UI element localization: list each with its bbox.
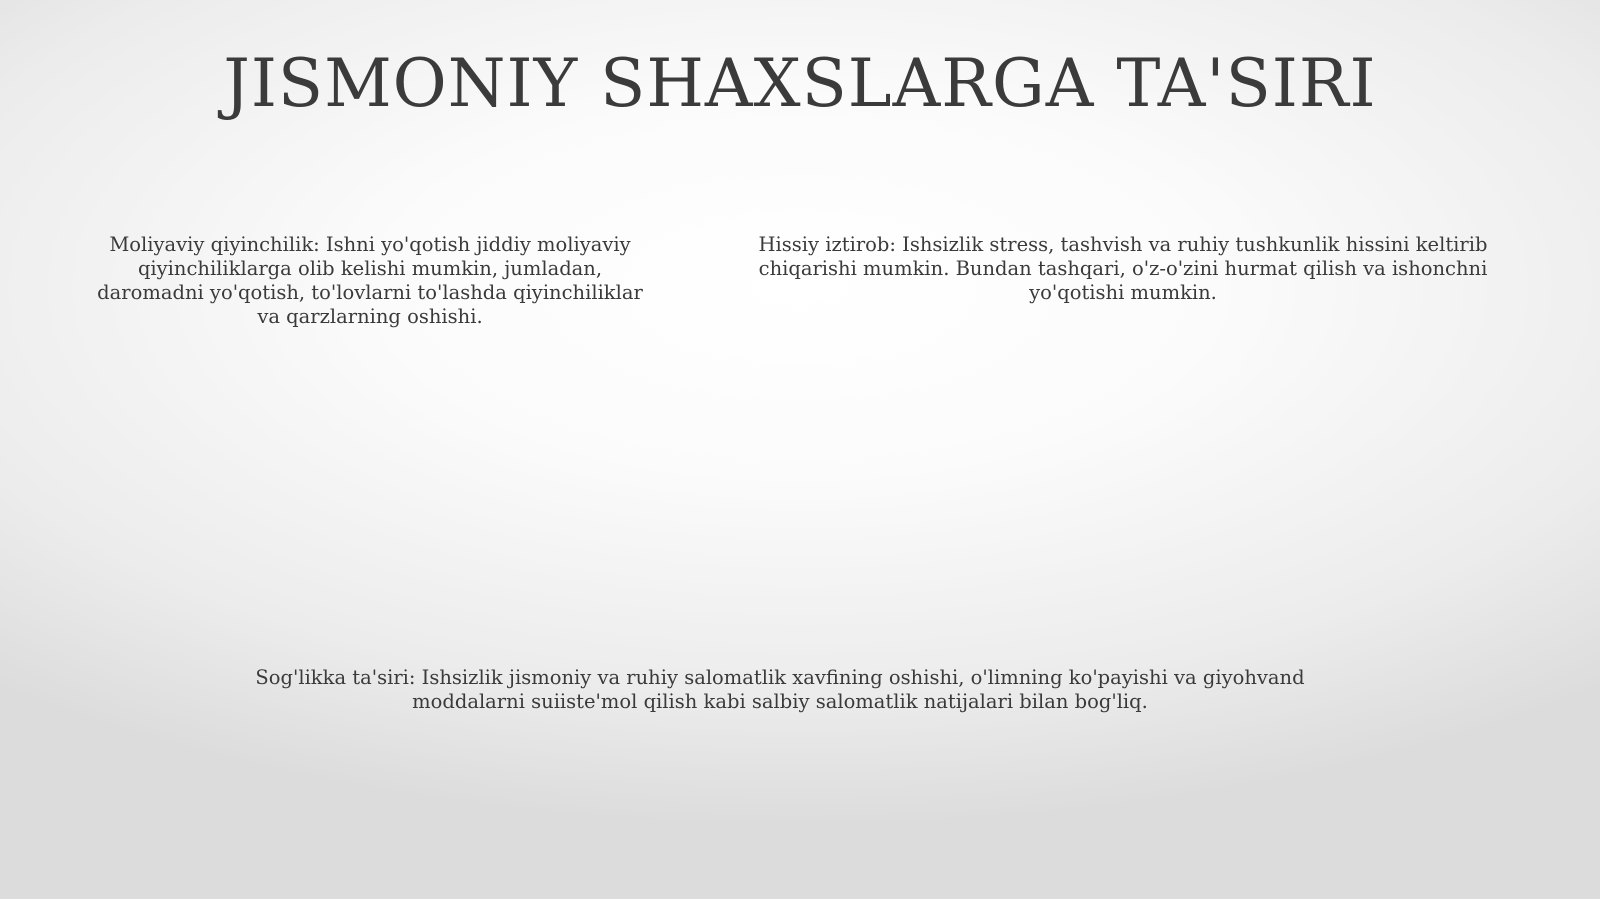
emotional-distress-text: Hissiy iztirob: Ishsizlik stress, tashvish va ruhiy tushkunlik hissini keltirib chiqarishi mumkin. Bundan tashqari, o'z-o'zini hurmat qilish va ishonchni yo'qotishi mumkin. <box>758 233 1488 304</box>
financial-hardship-text: Moliyaviy qiyinchilik: Ishni yo'qotish jiddiy moliyaviy qiyinchiliklarga olib kelishi mumkin, jumladan, daromadni yo'qotish, to'lovlarni to'lashda qiyinchiliklar va qarzlarning oshishi. <box>97 233 643 328</box>
health-impact-text: Sog'likka ta'siri: Ishsizlik jismoniy va ruhiy salomatlik xavfining oshishi, o'limning ko'payishi va giyohvand moddalarni suiiste'mol qilish kabi salbiy salomatlik natijalari bilan bog'liq. <box>255 666 1305 713</box>
slide-title: JISMONIY SHAXSLARGA TA'SIRI <box>223 45 1377 122</box>
